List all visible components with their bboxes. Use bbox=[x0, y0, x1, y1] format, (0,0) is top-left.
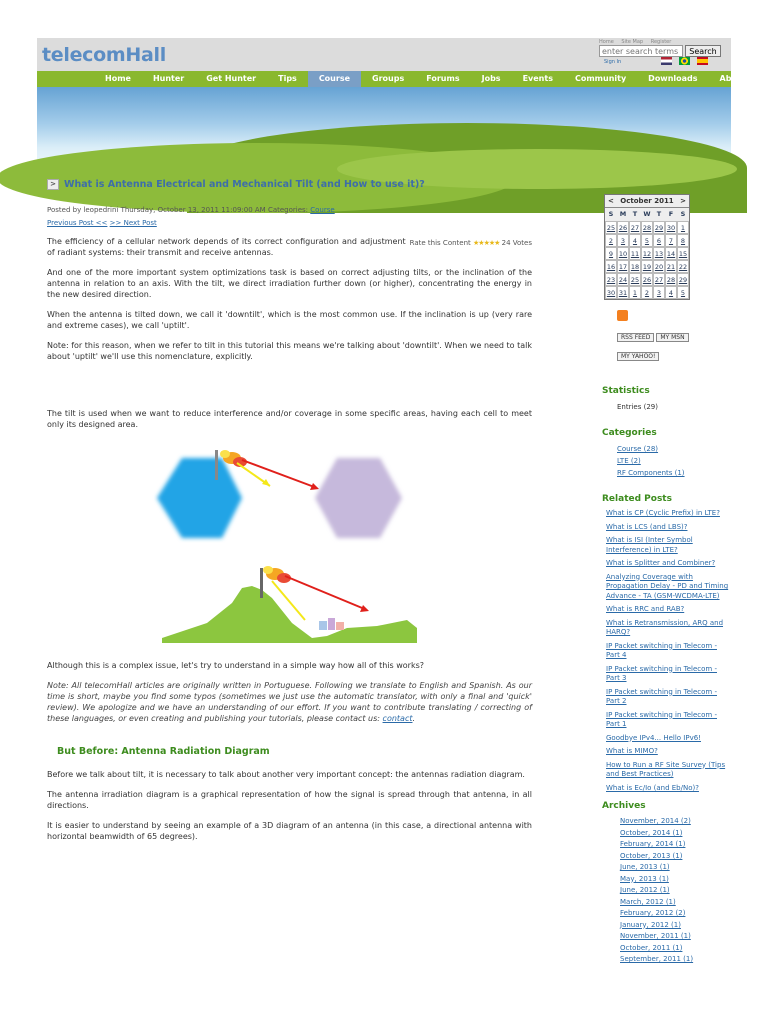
sign-in-link[interactable]: Sign In bbox=[604, 59, 622, 65]
header-banner-image bbox=[37, 87, 731, 168]
calendar-day[interactable]: 9 bbox=[605, 247, 617, 260]
calendar-day[interactable]: 27 bbox=[653, 273, 665, 286]
nav-jobs[interactable]: Jobs bbox=[481, 74, 501, 83]
calendar-day-header: S bbox=[605, 208, 617, 221]
calendar-day[interactable]: 16 bbox=[605, 260, 617, 273]
rating-widget[interactable] bbox=[410, 238, 532, 249]
prev-post-link[interactable]: Previous Post << bbox=[47, 219, 108, 227]
calendar-next-button[interactable]: > bbox=[680, 197, 686, 205]
calendar-day[interactable]: 5 bbox=[677, 286, 689, 299]
nav-forums[interactable]: Forums bbox=[426, 74, 460, 83]
related-post-link[interactable]: What is ISI (Inter Symbol Interference) in LTE? bbox=[606, 536, 693, 554]
archive-link[interactable]: March, 2012 (1) bbox=[620, 897, 676, 906]
paragraph-9: It is easier to understand by seeing an example of a 3D diagram of an antenna (in this case, a directional antenna with horizontal beamwidth of 65 degrees). bbox=[47, 821, 532, 841]
calendar-header bbox=[605, 195, 689, 208]
calendar-day-header: S bbox=[677, 208, 689, 221]
intro-text: The efficiency of a cellular network depends of its correct configuration and adjustment of radiant systems: their transmit and receive antennas. bbox=[47, 237, 406, 257]
calendar-day[interactable]: 17 bbox=[617, 260, 629, 273]
calendar-day[interactable]: 3 bbox=[653, 286, 665, 299]
calendar-day[interactable]: 4 bbox=[665, 286, 677, 299]
nav-downloads[interactable]: Downloads bbox=[648, 74, 698, 83]
calendar-day[interactable]: 23 bbox=[605, 273, 617, 286]
related-post-link[interactable]: What is Ec/Io (and Eb/No)? bbox=[606, 783, 699, 792]
paragraph-5: The tilt is used when we want to reduce interference and/or coverage in some specific areas, having each cell to meet only its designed area. bbox=[47, 409, 532, 429]
nav-course[interactable]: Course bbox=[308, 71, 361, 87]
calendar-day[interactable]: 6 bbox=[653, 234, 665, 247]
category-link[interactable]: LTE (2) bbox=[617, 457, 641, 465]
post-content bbox=[47, 177, 532, 842]
archive-link[interactable]: October, 2014 (1) bbox=[620, 828, 683, 837]
related-post-link[interactable]: IP Packet switching in Telecom - Part 1 bbox=[606, 710, 717, 728]
post-arrow-icon: > bbox=[47, 179, 59, 190]
nav-tips[interactable]: Tips bbox=[278, 74, 297, 83]
calendar-day[interactable]: 4 bbox=[629, 234, 641, 247]
archives-list bbox=[620, 816, 732, 966]
categories-list bbox=[617, 443, 732, 479]
paragraph bbox=[47, 236, 532, 258]
paragraph-3: When the antenna is tilted down, we call it 'downtilt', which is the most common use. If the inclination is up (very rare and extreme cases), we call 'uptilt'. bbox=[47, 310, 532, 330]
paragraph-2: And one of the more important system optimizations task is based on correct adjusting tilts, or the inclination of the antenna in relation to an axis. With the tilt, we direct irradiation further down (or higher), concentrating the energy in the new desired direction. bbox=[47, 268, 532, 299]
contact-link[interactable]: contact bbox=[382, 714, 413, 723]
archive-link[interactable]: June, 2012 (1) bbox=[620, 886, 670, 894]
archive-link[interactable]: June, 2013 (1) bbox=[620, 863, 670, 871]
related-post-link[interactable]: What is CP (Cyclic Prefix) in LTE? bbox=[606, 509, 720, 517]
my-yahoo-button[interactable]: MY YAHOO! bbox=[617, 352, 659, 361]
rate-label: Rate this Content bbox=[409, 239, 471, 247]
calendar-day[interactable]: 8 bbox=[677, 234, 689, 247]
archive-link[interactable]: October, 2011 (1) bbox=[620, 943, 683, 952]
related-post-link[interactable]: What is RRC and RAB? bbox=[606, 605, 685, 613]
calendar-day[interactable]: 28 bbox=[665, 273, 677, 286]
translation-note: Note: All telecomHall articles are originally written in Portuguese. Following we translate to English and Spanish. As our time is short, maybe you find some typos (sometimes we just use the automatic translator, with only a final and 'quick' review). We apologize and we have an understanding of our effort. If you want to contribute translating / correcting of these languages, or even creating and publishing your tutorials, please contact us: contact. bbox=[47, 681, 532, 723]
related-post-link[interactable]: Analyzing Coverage with Propagation Delay - PD and Timing Advance - TA (GSM-WCDMA-LTE) bbox=[606, 572, 729, 600]
vote-count: 24 Votes bbox=[501, 239, 532, 247]
calendar-day-header: W bbox=[641, 208, 653, 221]
archive-link[interactable]: November, 2014 (2) bbox=[620, 817, 691, 825]
calendar-day[interactable]: 18 bbox=[629, 260, 641, 273]
calendar-day[interactable]: 31 bbox=[617, 286, 629, 299]
calendar-day[interactable]: 10 bbox=[617, 247, 629, 260]
calendar-day[interactable]: 29 bbox=[653, 221, 665, 234]
calendar-day[interactable]: 29 bbox=[677, 273, 689, 286]
archives-heading: Archives bbox=[602, 801, 646, 811]
rss-feed-button[interactable]: RSS FEED bbox=[617, 333, 654, 342]
calendar-day[interactable]: 25 bbox=[629, 273, 641, 286]
calendar-day-header: F bbox=[665, 208, 677, 221]
calendar-month: October 2011 bbox=[620, 197, 674, 205]
statistics-heading: Statistics bbox=[602, 386, 650, 396]
header bbox=[37, 38, 731, 71]
next-post-link[interactable]: >> Next Post bbox=[109, 219, 157, 227]
calendar bbox=[604, 194, 690, 300]
paragraph-8: The antenna irradiation diagram is a graphical representation of how the signal is spread through that antenna, in all directions. bbox=[47, 790, 532, 810]
nav-get-hunter[interactable]: Get Hunter bbox=[206, 74, 257, 83]
calendar-day-header: M bbox=[617, 208, 629, 221]
main-nav bbox=[37, 71, 747, 87]
related-post-link[interactable]: What is MIMO? bbox=[606, 747, 658, 755]
calendar-day[interactable]: 1 bbox=[629, 286, 641, 299]
related-posts-heading: Related Posts bbox=[602, 494, 672, 504]
archive-link[interactable]: November, 2011 (1) bbox=[620, 932, 691, 940]
post-meta bbox=[47, 204, 532, 230]
top-link-sitemap[interactable]: Site Map bbox=[621, 39, 644, 45]
calendar-day[interactable]: 30 bbox=[665, 221, 677, 234]
related-post-link[interactable]: What is LCS (and LBS)? bbox=[606, 522, 688, 531]
calendar-day[interactable]: 15 bbox=[677, 247, 689, 260]
calendar-day[interactable]: 24 bbox=[617, 273, 629, 286]
archive-link[interactable]: January, 2012 (1) bbox=[620, 920, 681, 929]
post-title[interactable]: What is Antenna Electrical and Mechanical Tilt (and How to use it)? bbox=[64, 178, 425, 190]
paragraph-6: Although this is a complex issue, let's try to understand in a simple way how all of this works? bbox=[47, 661, 425, 670]
archive-link[interactable]: October, 2013 (1) bbox=[620, 851, 683, 860]
archive-link[interactable]: September, 2011 (1) bbox=[620, 955, 694, 963]
my-msn-button[interactable]: MY MSN bbox=[656, 333, 688, 342]
tilt-illustration bbox=[47, 438, 532, 658]
entries-count: Entries (29) bbox=[617, 403, 658, 411]
calendar-day[interactable]: 7 bbox=[665, 234, 677, 247]
calendar-day[interactable]: 26 bbox=[641, 273, 653, 286]
paragraph-7: Before we talk about tilt, it is necessary to talk about another very important concept: the antennas radiation diagram. bbox=[47, 770, 525, 779]
search-button[interactable]: Search bbox=[685, 45, 721, 57]
feeds bbox=[617, 310, 732, 362]
calendar-day[interactable]: 1 bbox=[677, 221, 689, 234]
calendar-grid bbox=[605, 208, 689, 299]
archive-link[interactable]: May, 2013 (1) bbox=[620, 874, 669, 883]
section-heading: But Before: Antenna Radiation Diagram bbox=[57, 746, 270, 757]
rss-icon[interactable] bbox=[617, 310, 628, 321]
calendar-day[interactable]: 5 bbox=[641, 234, 653, 247]
calendar-day[interactable]: 3 bbox=[617, 234, 629, 247]
related-post-link[interactable]: What is Splitter and Combiner? bbox=[606, 559, 716, 567]
top-link-home[interactable]: Home bbox=[599, 39, 614, 45]
note-text: Note: All telecomHall articles are originally written in Portuguese. Following we translate to English and Spanish. As our time is short, maybe you find some typos (sometimes we just use the automatic translator, with only a final and 'quick' review). We apologize and we have an understanding of our effort. If you want to contribute translating / correcting of these languages, or even creating and publishing your tutorials, please contact us: bbox=[47, 681, 532, 723]
related-posts-list bbox=[606, 509, 732, 793]
nav-groups[interactable]: Groups bbox=[372, 74, 405, 83]
sidebar bbox=[602, 194, 732, 966]
calendar-day[interactable]: 19 bbox=[641, 260, 653, 273]
related-post-link[interactable]: IP Packet switching in Telecom - Part 4 bbox=[606, 641, 717, 659]
related-post-link[interactable]: Goodbye IPv4... Hello IPv6! bbox=[606, 733, 701, 742]
categories-heading: Categories bbox=[602, 428, 657, 438]
nav-events[interactable]: Events bbox=[522, 74, 553, 83]
calendar-day-header: T bbox=[629, 208, 641, 221]
calendar-day[interactable]: 13 bbox=[653, 247, 665, 260]
post-category-link[interactable]: Course bbox=[310, 206, 335, 214]
related-post-link[interactable]: What is Retransmission, ARQ and HARQ? bbox=[606, 618, 724, 636]
nav-home[interactable]: Home bbox=[105, 74, 131, 83]
archive-link[interactable]: February, 2014 (1) bbox=[620, 840, 686, 848]
rating-stars-icon[interactable]: ★★★★★ bbox=[473, 239, 500, 247]
calendar-day-header: T bbox=[653, 208, 665, 221]
site-logo[interactable]: telecomHall bbox=[42, 44, 166, 66]
calendar-day[interactable]: 22 bbox=[677, 260, 689, 273]
calendar-day[interactable]: 12 bbox=[641, 247, 653, 260]
calendar-day[interactable]: 30 bbox=[605, 286, 617, 299]
archive-link[interactable]: February, 2012 (2) bbox=[620, 909, 686, 917]
related-post-link[interactable]: How to Run a RF Site Survey (Tips and Best Practices) bbox=[606, 760, 726, 778]
tilt-diagram-svg bbox=[47, 438, 532, 658]
spain-flag-icon[interactable] bbox=[697, 57, 708, 65]
related-post-link[interactable]: IP Packet switching in Telecom - Part 3 bbox=[606, 664, 717, 682]
calendar-day[interactable]: 11 bbox=[629, 247, 641, 260]
search-input[interactable] bbox=[599, 45, 683, 57]
statistics-list bbox=[617, 401, 732, 413]
nav-about[interactable]: About bbox=[719, 74, 747, 83]
calendar-day[interactable]: 26 bbox=[617, 221, 629, 234]
category-link[interactable]: RF Components (1) bbox=[617, 469, 685, 477]
related-post-link[interactable]: IP Packet switching in Telecom - Part 2 bbox=[606, 687, 717, 705]
nav-hunter[interactable]: Hunter bbox=[152, 74, 185, 83]
nav-community[interactable]: Community bbox=[574, 74, 627, 83]
calendar-prev-button[interactable]: < bbox=[608, 197, 614, 205]
calendar-day[interactable]: 20 bbox=[653, 260, 665, 273]
calendar-day[interactable]: 28 bbox=[641, 221, 653, 234]
top-link-register[interactable]: Register bbox=[650, 39, 672, 45]
category-link[interactable]: Course (28) bbox=[617, 445, 659, 453]
calendar-day[interactable]: 25 bbox=[605, 221, 617, 234]
paragraph-4: Note: for this reason, when we refer to tilt in this tutorial this means we're talking about 'downtilt'. When we need to talk about 'uptilt' we'll use this nomenclature, explicitly. bbox=[47, 341, 532, 361]
us-flag-icon[interactable] bbox=[661, 57, 672, 65]
brazil-flag-icon[interactable] bbox=[679, 57, 690, 65]
calendar-day[interactable]: 27 bbox=[629, 221, 641, 234]
post-meta-text: Posted by leopedrini Thursday, October 13, 2011 11:09:00 AM Categories: bbox=[47, 206, 309, 214]
calendar-day[interactable]: 2 bbox=[641, 286, 653, 299]
calendar-day[interactable]: 21 bbox=[665, 260, 677, 273]
post-title-row bbox=[47, 177, 532, 191]
calendar-day[interactable]: 2 bbox=[605, 234, 617, 247]
calendar-day[interactable]: 14 bbox=[665, 247, 677, 260]
page bbox=[37, 38, 747, 1024]
